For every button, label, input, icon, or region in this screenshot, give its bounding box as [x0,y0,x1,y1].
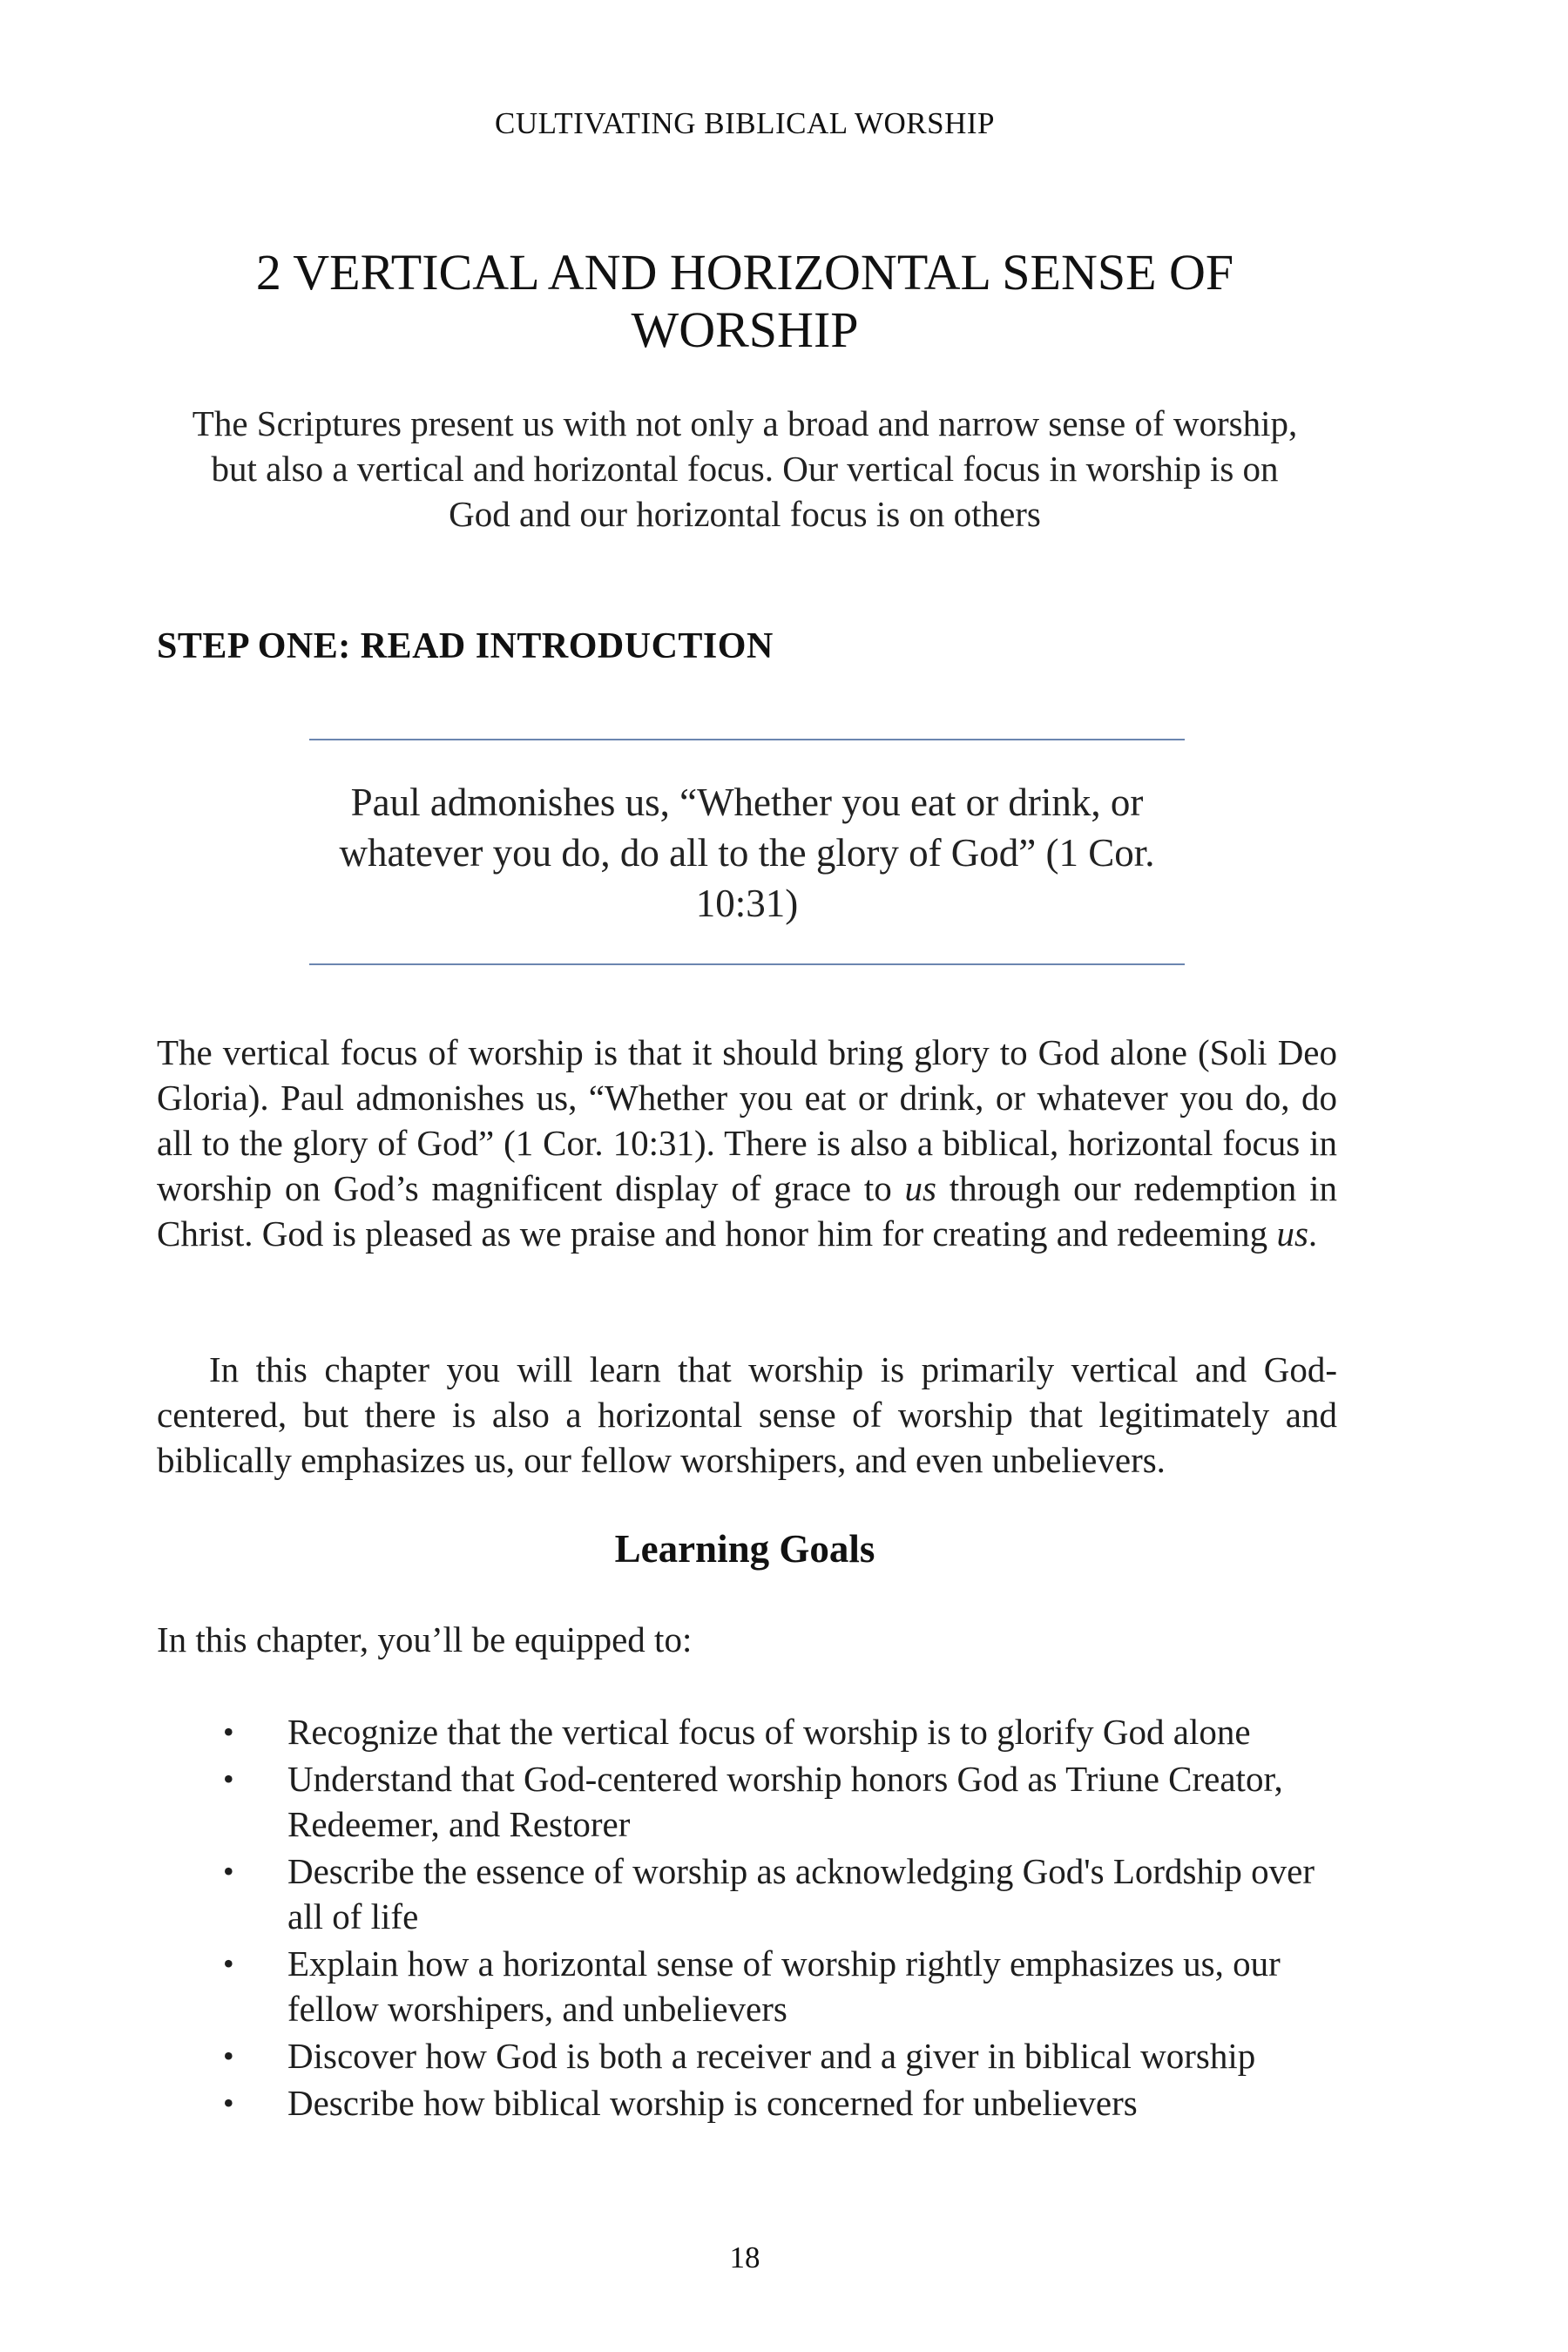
chapter-title: 2 VERTICAL AND HORIZONTAL SENSE OF WORSHIP [255,244,1234,358]
goal-text: Describe the essence of worship as acknowledging God's Lordship over all of life [287,1851,1315,1936]
goal-text: Discover how God is both a receiver and a giver in biblical worship [287,2036,1256,2076]
list-item [157,1709,1359,1754]
goal-text: Explain how a horizontal sense of worship rightly emphasizes us, our fellow worshipers, and unbelievers [287,1943,1281,2029]
goal-text: Understand that God-centered worship honors God as Triune Creator, Redeemer, and Restorer [287,1759,1283,1844]
goal-text: Recognize that the vertical focus of worship is to glorify God alone [287,1712,1251,1752]
pull-quote: Paul admonishes us, “Whether you eat or drink, or whatever you do, do all to the glory of God” (1 Cor. 10:31) [309,739,1185,965]
list-item [157,1756,1359,1847]
list-item [157,1941,1359,2031]
intro-paragraph-1 [157,1030,1337,1256]
paragraph-text: . [1308,1213,1318,1254]
list-item [157,1848,1359,1939]
page-number: 18 [729,2240,760,2274]
bullet-icon: • [223,1761,234,1796]
bullet-icon: • [223,2038,234,2073]
emphasis-us: us [904,1168,936,1208]
list-item [157,2033,1359,2078]
paragraph-text: The vertical focus of worship is that it should bring glory to God alone (Soli Deo Gloria). Paul admonishes us, “Whether you eat or drink, or whatever you do, do all to the glory of God” (1 Cor. 10:31). There is also a biblical, horizontal focus in worship on God’s magnificent display of grace to [157,1032,1337,1208]
learning-goals-intro: In this chapter, you’ll be equipped to: [157,1619,693,1659]
bullet-icon: • [223,1714,234,1749]
running-head: CULTIVATING BIBLICAL WORSHIP [494,106,996,140]
emphasis-us: us [1276,1213,1308,1254]
list-item [157,2080,1359,2126]
paragraph-text: through our redemption in Christ. God is pleased as we praise and honor him for creating and redeeming [157,1168,1337,1254]
chapter-summary: The Scriptures present us with not only a broad and narrow sense of worship, but also a vertical and horizontal focus. Our vertical focus in worship is on God and our horizontal focus is on others [192,403,1298,534]
step-heading: STEP ONE: READ INTRODUCTION [157,626,774,666]
intro-paragraph-2: In this chapter you will learn that worship is primarily vertical and God-centered, but there is also a horizontal sense of worship that legitimately and biblically emphasizes us, our fellow worshipers, and even unbelievers. [157,1349,1337,1480]
bullet-icon: • [223,2085,234,2120]
goal-text: Describe how biblical worship is concerned for unbelievers [287,2083,1138,2123]
bullet-icon: • [223,1854,234,1889]
bullet-icon: • [223,1946,234,1981]
learning-goals-list [157,1709,1359,2127]
learning-goals-heading: Learning Goals [614,1527,875,1571]
